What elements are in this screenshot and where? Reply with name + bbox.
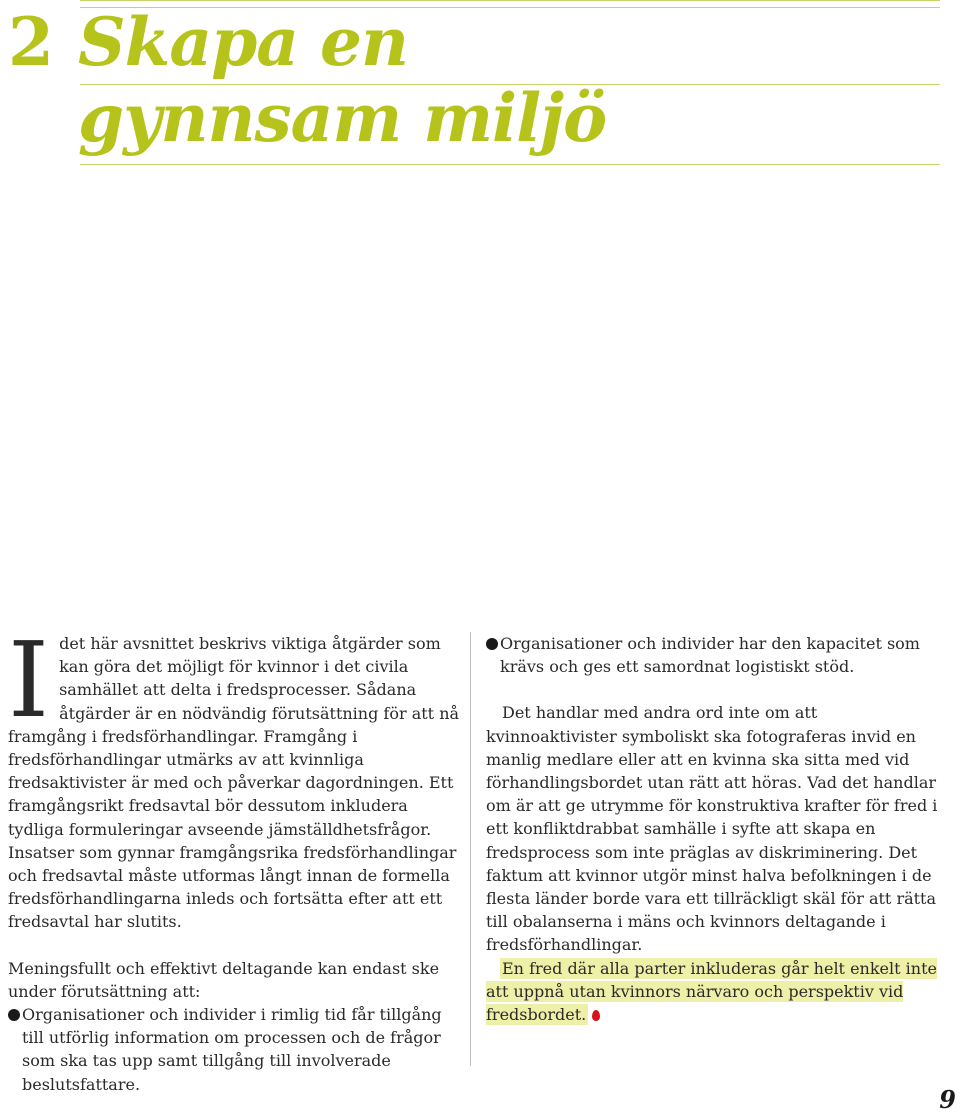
highlight-paragraph — [486, 957, 946, 1027]
chapter-number: 2 — [8, 3, 53, 81]
bullet-icon — [8, 1009, 20, 1021]
chapter-title-line1: Skapa en — [78, 3, 409, 81]
body-paragraph: Det handlar med andra ord inte om att kvinnoaktivister symboliskt ska fotograferas invid en manlig medlare eller att en kvinna ska sitta med vid förhandlingsbordet utan rätt att höras. Vad det handlar om är att ge utrymme för konstruktiva krafter för fred i ett konfliktdrabbat samhälle i syfte att skapa en fredsprocess som inte präglas av diskriminering. Det faktum att kvinnor utgör minst halva befolkningen i de flesta länder borde vara ett tillräckligt skäl för att rätta till obalanserna i mäns och kvinnors deltagande i fredsförhandlingar. — [486, 703, 938, 955]
title-rule-2 — [80, 164, 940, 165]
column-divider — [470, 632, 471, 1066]
bullet-icon — [486, 638, 498, 650]
dropcap: I — [8, 619, 50, 741]
chapter-heading — [8, 4, 606, 156]
bullet-text-2: Organisationer och individer har den kapacitet som krävs och ges ett samordnat logistiskt stöd. — [500, 634, 920, 677]
highlighted-text: En fred där alla parter inkluderas går helt enkelt inte att uppnå utan kvinnors närvaro och perspektiv vid fredsbordet. — [486, 958, 937, 1025]
chapter-title-line2: gynnsam miljö — [78, 79, 607, 157]
intro-text: det här avsnittet beskrivs viktiga åtgärder som kan göra det möjligt för kvinnor i det civila samhället att delta i fredsprocesser. Sådana åtgärder är en nödvändig förutsättning för att nå framgång i fredsförhandlingar. Framgång i fredsförhandlingar utmärks av att kvinnliga fredsaktivister är med och påverkar dagordningen. Ett framgångsrikt fredsavtal bör dessutom inkludera tydliga formuleringar avseende jämställdhetsfrågor. Insatser som gynnar framgångsrika fredsförhandlingar och fredsavtal måste utformas långt innan de formella fredsförhandlingarna inleds och fortsätta efter att ett fredsavtal har slutits. — [8, 634, 460, 932]
bullet-item-2 — [486, 632, 946, 678]
intro-paragraph — [8, 619, 463, 934]
conditions-paragraph: Meningsfullt och effektivt deltagande kan endast ske under förutsättning att: — [8, 958, 440, 1001]
bullet-item-1 — [8, 1003, 463, 1096]
left-column — [8, 619, 463, 1096]
right-column — [486, 632, 946, 1026]
drop-icon — [592, 1010, 600, 1021]
bullet-text-1: Organisationer och individer i rimlig tid får tillgång till utförlig information om processen och de frågor som ska tas upp samt tillgång till involverade beslutsfattare. — [22, 1005, 442, 1094]
page-number: 9 — [939, 1085, 956, 1114]
top-rule-1 — [80, 0, 940, 1]
